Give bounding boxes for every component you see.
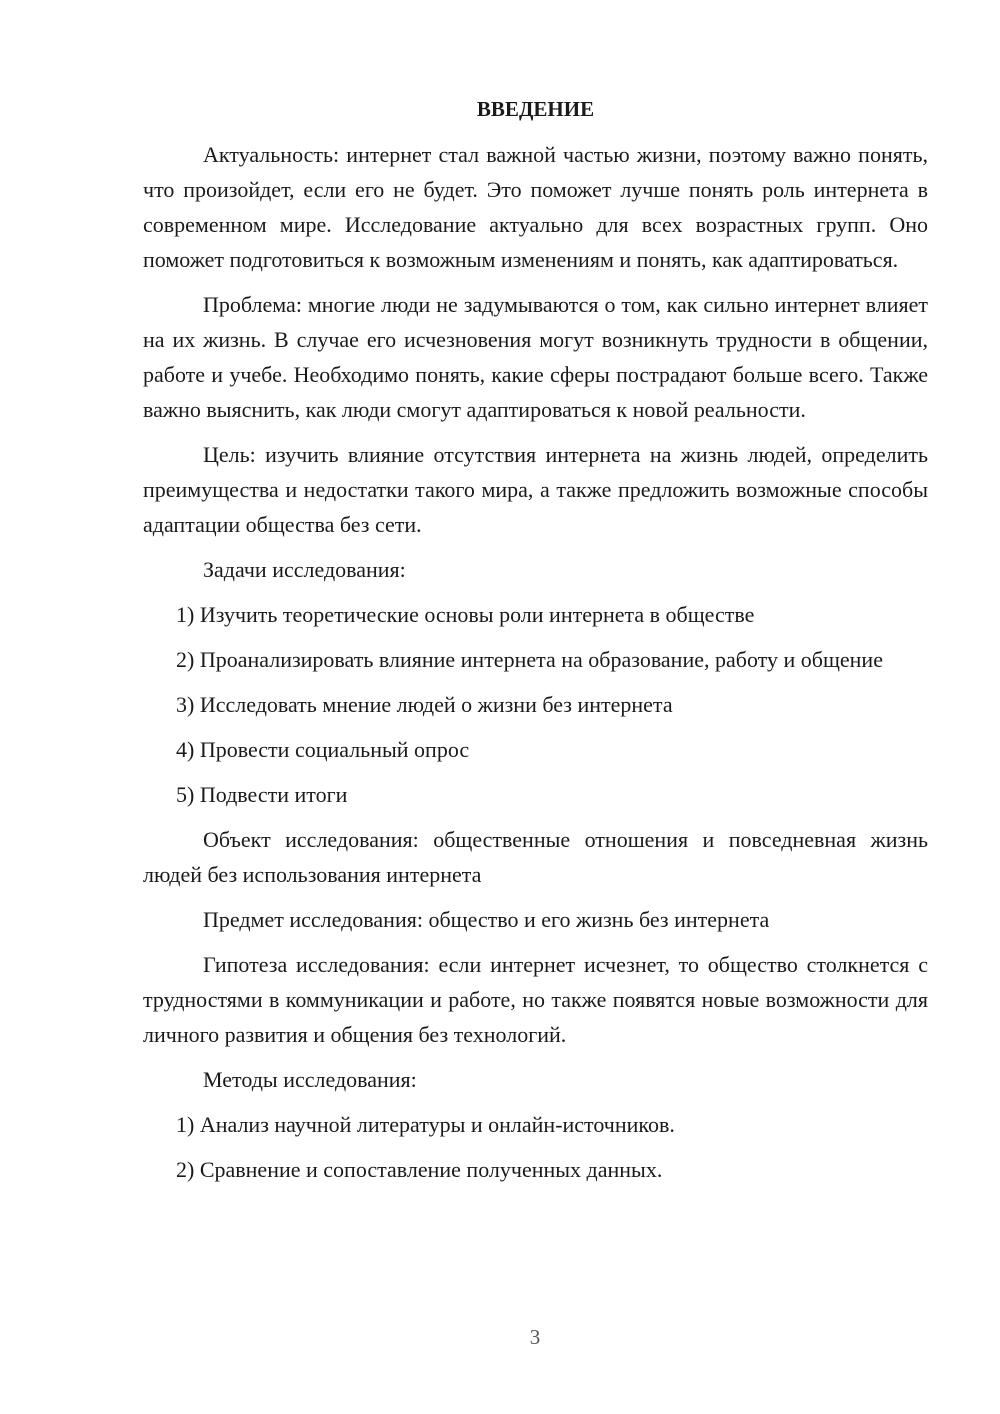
hypothesis-paragraph: Гипотеза исследования: если интернет исчезнет, то общество столкнется с трудностями в коммуникации и работе, но также появятся новые возможности для личного развития и общения без технологий. <box>143 952 928 1047</box>
method-item: 1) Анализ научной литературы и онлайн-источников. <box>176 1112 675 1137</box>
tasks-heading: Задачи исследования: <box>203 557 406 582</box>
task-item: 2) Проанализировать влияние интернета на образование, работу и общение <box>176 647 883 672</box>
task-item: 1) Изучить теоретические основы роли интернета в обществе <box>176 602 755 627</box>
task-item: 5) Подвести итоги <box>176 782 348 807</box>
task-item: 4) Провести социальный опрос <box>176 737 470 762</box>
page-number: 3 <box>529 1325 541 1349</box>
document-page <box>143 92 928 1197</box>
relevance-paragraph: Актуальность: интернет стал важной частью жизни, поэтому важно понять, что произойдет, если его не будет. Это поможет лучше понять роль интернета в современном мире. Исследование актуально для всех возрастных групп. Оно поможет подготовиться к возможным изменениям и понять, как адаптироваться. <box>143 142 928 272</box>
page-title: ВВЕДЕНИЕ <box>476 97 595 121</box>
problem-paragraph: Проблема: многие люди не задумываются о том, как сильно интернет влияет на их жизнь. В случае его исчезновения могут возникнуть трудности в общении, работе и учебе. Необходимо понять, какие сферы пострадают больше всего. Также важно выяснить, как люди смогут адаптироваться к новой реальности. <box>143 292 928 422</box>
object-paragraph: Объект исследования: общественные отношения и повседневная жизнь людей без использования интернета <box>143 827 928 887</box>
task-item: 3) Исследовать мнение людей о жизни без интернета <box>176 692 673 717</box>
methods-heading: Методы исследования: <box>203 1067 417 1092</box>
goal-paragraph: Цель: изучить влияние отсутствия интернета на жизнь людей, определить преимущества и недостатки такого мира, а также предложить возможные способы адаптации общества без сети. <box>143 442 928 537</box>
subject-paragraph: Предмет исследования: общество и его жизнь без интернета <box>203 907 770 932</box>
method-item: 2) Сравнение и сопоставление полученных данных. <box>176 1157 663 1182</box>
